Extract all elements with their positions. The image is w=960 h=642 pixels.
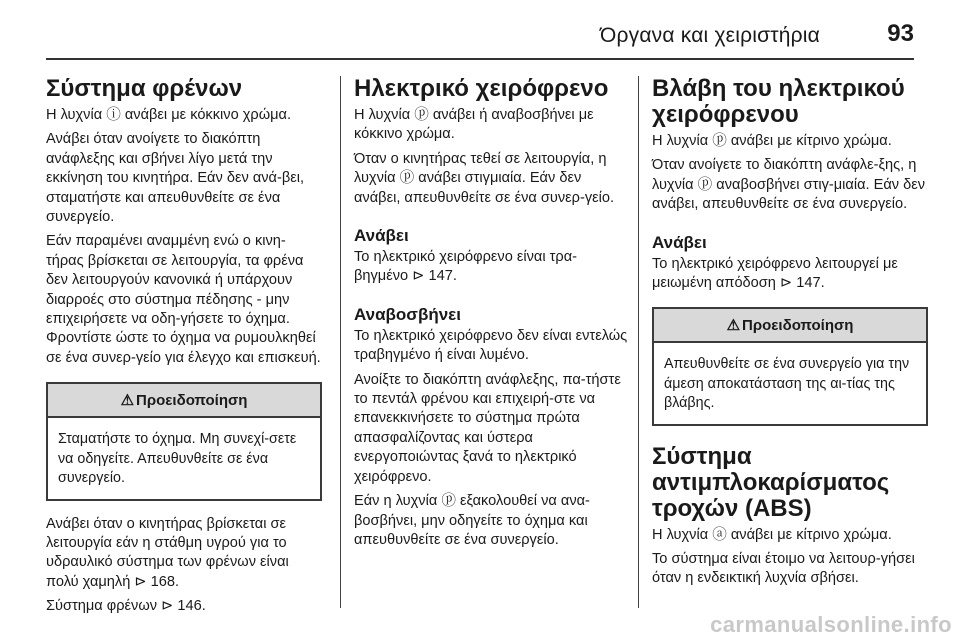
warning-text: Σταματήστε το όχημα. Μη συνεχί-σετε να οδηγείτε. Απευθυνθείτε σε ένα συνεργείο. [58,431,297,487]
section-heading-abs: Σύστημα αντιμπλοκαρίσματος τροχών (ABS) [652,442,890,522]
paragraph: Σύστημα φρένων ⊳ 146. [46,598,206,615]
paragraph: Ανάβει όταν ανοίγετε το διακόπτη ανάφλεξης και σβήνει λίγο μετά την εκκίνηση του κινητήρα. Εάν δεν ανά-βει, σταματήστε και απευθυνθείτε σε ένα συνεργείο. [46,131,305,226]
warning-text: Απευθυνθείτε σε ένα συνεργείο για την άμεση αποκατάσταση της αι-τίας της βλάβης. [664,356,910,412]
subheading-lights-up: Ανάβει [652,232,707,252]
paragraph: Η λυχνία ⓐ ανάβει με κίτρινο χρώμα. [652,526,892,543]
paragraph: Το ηλεκτρικό χειρόφρενο δεν είναι εντελώς τραβηγμένο ή είναι λυμένο. [354,327,628,364]
warning-triangle-icon: ⚠ [120,392,135,410]
warning-title: Προειδοποίηση [742,317,854,335]
warning-triangle-icon: ⚠ [726,317,741,335]
paragraph: Το ηλεκτρικό χειρόφρενο είναι τρα-βηγμένο ⊳ 147. [354,249,578,285]
watermark: carmanualsonline.info [710,612,952,637]
paragraph: Όταν ο κινητήρας τεθεί σε λειτουργία, η λυχνία ⓟ ανάβει στιγμιαία. Εάν δεν ανάβει, απευθυνθείτε σε ένα συνερ-γείο. [354,150,615,206]
paragraph: Η λυχνία ⓟ ανάβει ή αναβοσβήνει με κόκκινο χρώμα. [354,107,594,143]
paragraph: Το σύστημα είναι έτοιμο να λειτουρ-γήσει όταν η ενδεικτική λυχνία σβήσει. [652,551,915,587]
column-electric-parking-brake [354,76,630,555]
header-title: Όργανα και χειριστήρια [600,24,820,47]
section-heading-electric-parking-brake: Ηλεκτρικό χειρόφρενο [354,75,609,102]
warning-header [48,384,320,418]
subheading-flashes: Αναβοσβήνει [354,304,461,324]
column-parking-brake-fault [652,76,928,594]
paragraph: Η λυχνία ⓘ ανάβει με κόκκινο χρώμα. [46,107,291,123]
warning-box [46,382,322,500]
paragraph: Η λυχνία ⓟ ανάβει με κίτρινο χρώμα. [652,133,892,149]
column-divider-2 [638,76,639,608]
warning-title: Προειδοποίηση [136,392,248,410]
column-divider-1 [340,76,341,608]
section-heading-brake-system: Σύστημα φρένων [46,75,243,102]
header-divider [46,58,914,60]
paragraph: Ανάβει όταν ο κινητήρας βρίσκεται σε λειτουργία εάν η στάθμη υγρού για το υδραυλικό σύστημα των φρένων είναι πολύ χαμηλή ⊳ 168. [46,515,289,590]
page-number: 93 [887,20,914,47]
column-brake-system [46,76,322,622]
paragraph: Εάν παραμένει αναμμένη ενώ ο κινη-τήρας βρίσκεται σε λειτουργία, τα φρένα δεν λειτουργούν κανονικά ή υπάρχουν διαρροές στο σύστημα πέδησης - μην επιχειρήσετε να οδη-γήσετε το όχημα. Φροντίστε ώστε το όχημα να ρυμουλκηθεί σε ένα συνερ-γείο για έλεγχο και επισκευή. [46,233,321,366]
paragraph: Το ηλεκτρικό χειρόφρενο λειτουργεί με μειωμένη απόδοση ⊳ 147. [652,255,898,292]
paragraph: Ανοίξτε το διακόπτη ανάφλεξης, πα-τήστε το πεντάλ φρένου και επιχειρή-στε να επανεκκινήσετε το σύστημα πρώτα απασφαλίζοντας και ύστερα ενεργοποιώντας ξανά το ηλεκτρικό χειρόφρενο. [354,371,621,485]
paragraph: Όταν ανοίγετε το διακόπτη ανάφλε-ξης, η λυχνία ⓟ αναβοσβήνει στιγ-μιαία. Εάν δεν ανάβει, απευθυνθείτε σε ένα συνεργείο. [652,157,926,213]
warning-header [654,309,926,343]
warning-box [652,307,928,425]
section-heading-parking-brake-fault: Βλάβη του ηλεκτρικού χειρόφρενου [652,75,905,128]
paragraph: Εάν η λυχνία ⓟ εξακολουθεί να ανα-βοσβήνει, μην οδηγείτε το όχημα και απευθυνθείτε σε ένα συνεργείο. [354,493,590,548]
subheading-lights-up: Ανάβει [354,226,409,246]
